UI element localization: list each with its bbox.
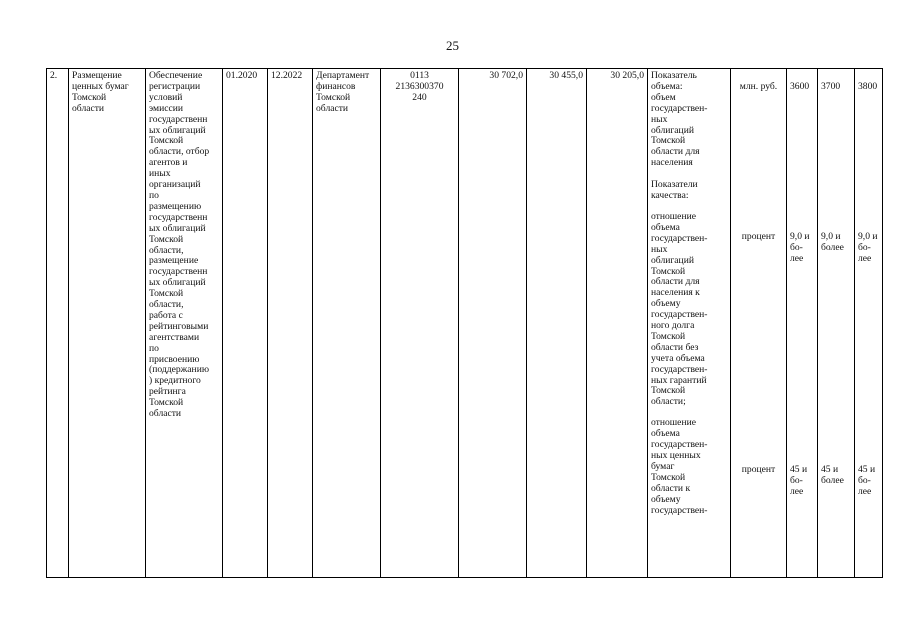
value-ratio-bonds-y3: 9,0 и бо- лее: [858, 231, 878, 264]
indicator-volume: Показатель объема: объем государствен- ных облигаций Томской области для населения: [651, 70, 708, 169]
value-volume-y1: 3600: [790, 81, 810, 92]
indicator-quality-heading: Показатели качества:: [651, 179, 698, 202]
sum-year-2: 30 455,0: [527, 69, 587, 578]
value-volume-y2: 3700: [821, 81, 841, 92]
unit-ratio-bonds: процент: [741, 231, 776, 242]
budget-code: 0113 2136300370 240: [381, 69, 459, 578]
event-name: Размещение ценных бумаг Томской области: [69, 69, 146, 578]
indicators-column: [648, 69, 731, 578]
unit-ratio-securities: процент: [741, 464, 776, 475]
value-ratio-bonds-y1: 9,0 и бо- лее: [790, 231, 810, 264]
indicator-ratio-bonds: отношение объема государствен- ных облигаций Томской области для населения к объему государствен- ного долга Томской области без учета объема государствен- ных гарантий Томской области;: [651, 210, 708, 408]
value-year-1-column: [787, 69, 818, 578]
value-year-3-column: [855, 69, 883, 578]
units-column: [731, 69, 787, 578]
sum-year-1: 30 702,0: [459, 69, 527, 578]
indicator-ratio-securities: отношение объема государствен- ных ценных бумаг Томской области к объему государствен-: [651, 417, 708, 516]
unit-volume: млн. руб.: [739, 81, 778, 92]
value-ratio-bonds-y2: 9,0 и более: [821, 231, 844, 253]
value-ratio-securities-y2: 45 и более: [821, 464, 844, 486]
program-table: [46, 68, 883, 578]
table-row: [47, 69, 883, 578]
start-date: 01.2020: [223, 69, 268, 578]
task-description: Обеспечение регистрации условий эмиссии государственн ых облигаций Томской области, отбор агентов и иных организаций по размещению государственн ых облигаций Томской области, размещение государственн ых облигаций Томской области, работа с рейтинговыми агентствами по присвоению (поддержанию ) кредитного рейтинга Томской области: [146, 69, 223, 578]
value-ratio-securities-y3: 45 и бо- лее: [858, 464, 876, 497]
sum-year-3: 30 205,0: [587, 69, 648, 578]
end-date: 12.2022: [268, 69, 313, 578]
executor: Департамент финансов Томской области: [313, 69, 381, 578]
page-number: 25: [446, 38, 459, 53]
value-year-2-column: [818, 69, 855, 578]
row-number: 2.: [47, 69, 69, 578]
value-volume-y3: 3800: [858, 81, 878, 92]
value-ratio-securities-y1: 45 и бо- лее: [790, 464, 808, 497]
